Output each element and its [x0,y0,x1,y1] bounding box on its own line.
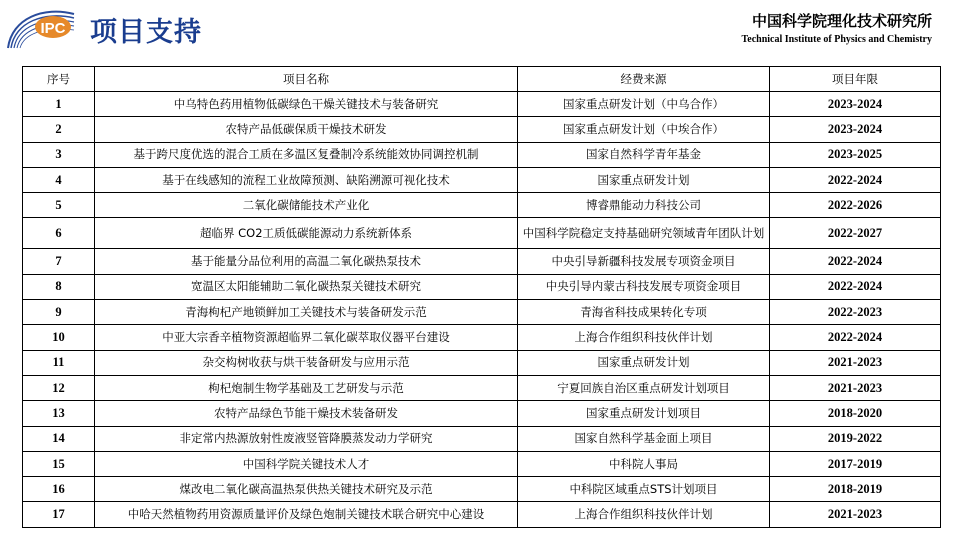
row-funding-source: 国家自然科学青年基金 [518,142,770,167]
row-years: 2022-2026 [770,193,941,218]
table-row [23,142,941,167]
table-row [23,249,941,274]
row-funding-source: 中国科学院稳定支持基础研究领域青年团队计划 [518,218,770,249]
row-index: 16 [23,477,95,502]
row-project-name: 基于能量分品位利用的高温二氧化碳热泵技术 [95,249,518,274]
row-years: 2021-2023 [770,502,941,527]
table-row [23,193,941,218]
table-row [23,325,941,350]
row-funding-source: 中科院区域重点STS计划项目 [518,477,770,502]
row-funding-source: 中央引导新疆科技发展专项资金项目 [518,249,770,274]
row-project-name: 中国科学院关键技术人才 [95,451,518,476]
row-years: 2019-2022 [770,426,941,451]
slide-header [0,0,960,62]
row-project-name: 基于跨尺度优选的混合工质在多温区复叠制冷系统能效协同调控机制 [95,142,518,167]
table-row [23,350,941,375]
table-row [23,117,941,142]
table-row [23,274,941,299]
row-funding-source: 中科院人事局 [518,451,770,476]
logo-text: IPC [40,20,66,37]
row-index: 12 [23,375,95,400]
row-years: 2022-2024 [770,249,941,274]
table-row [23,300,941,325]
row-project-name: 枸杞炮制生物学基础及工艺研发与示范 [95,375,518,400]
row-years: 2022-2023 [770,300,941,325]
row-project-name: 超临界 CO2工质低碳能源动力系统新体系 [95,218,518,249]
table-row [23,92,941,117]
table-row [23,218,941,249]
row-project-name: 中亚大宗香辛植物资源超临界二氧化碳萃取仪器平台建设 [95,325,518,350]
row-funding-source: 宁夏回族自治区重点研发计划项目 [518,375,770,400]
row-years: 2022-2024 [770,325,941,350]
row-funding-source: 国家重点研发计划（中埃合作） [518,117,770,142]
org-name-cn: 中国科学院理化技术研究所 [751,12,932,30]
row-funding-source: 国家重点研发计划 [518,350,770,375]
row-index: 10 [23,325,95,350]
row-index: 8 [23,274,95,299]
row-funding-source: 中央引导内蒙古科技发展专项资金项目 [518,274,770,299]
row-index: 3 [23,142,95,167]
column-header-name: 项目名称 [95,67,518,92]
project-table [22,66,941,528]
row-years: 2022-2024 [770,274,941,299]
table-row [23,502,941,527]
table-row [23,167,941,192]
table-row [23,477,941,502]
row-index: 15 [23,451,95,476]
row-index: 11 [23,350,95,375]
row-project-name: 煤改电二氧化碳高温热泵供热关键技术研究及示范 [95,477,518,502]
row-project-name: 农特产品绿色节能干燥技术装备研发 [95,401,518,426]
table-row [23,401,941,426]
row-index: 9 [23,300,95,325]
row-years: 2017-2019 [770,451,941,476]
row-project-name: 基于在线感知的流程工业故障预测、缺陷溯源可视化技术 [95,167,518,192]
table-row [23,375,941,400]
row-index: 5 [23,193,95,218]
row-index: 2 [23,117,95,142]
table-row [23,451,941,476]
row-project-name: 青海枸杞产地锁鲜加工关键技术与装备研发示范 [95,300,518,325]
table-header-row [23,67,941,92]
row-years: 2023-2025 [770,142,941,167]
column-header-source: 经费来源 [518,67,770,92]
row-funding-source: 国家重点研发计划（中乌合作） [518,92,770,117]
row-project-name: 中乌特色药用植物低碳绿色干燥关键技术与装备研究 [95,92,518,117]
page-title: 项目支持 [90,17,202,48]
row-years: 2018-2019 [770,477,941,502]
row-index: 13 [23,401,95,426]
row-funding-source: 国家重点研发计划项目 [518,401,770,426]
row-index: 6 [23,218,95,249]
row-funding-source: 上海合作组织科技伙伴计划 [518,502,770,527]
row-project-name: 二氧化碳储能技术产业化 [95,193,518,218]
org-name-en: Technical Institute of Physics and Chemistry [741,34,932,45]
row-years: 2023-2024 [770,92,941,117]
row-project-name: 宽温区太阳能辅助二氧化碳热泵关键技术研究 [95,274,518,299]
row-years: 2022-2024 [770,167,941,192]
row-funding-source: 青海省科技成果转化专项 [518,300,770,325]
row-index: 14 [23,426,95,451]
row-years: 2018-2020 [770,401,941,426]
row-project-name: 非定常内热源放射性废液竖管降膜蒸发动力学研究 [95,426,518,451]
row-funding-source: 国家重点研发计划 [518,167,770,192]
column-header-index: 序号 [23,67,95,92]
row-funding-source: 博睿鼎能动力科技公司 [518,193,770,218]
table-body [23,92,941,528]
column-header-years: 项目年限 [770,67,941,92]
row-project-name: 杂交构树收获与烘干装备研发与应用示范 [95,350,518,375]
row-funding-source: 上海合作组织科技伙伴计划 [518,325,770,350]
row-funding-source: 国家自然科学基金面上项目 [518,426,770,451]
row-project-name: 中哈天然植物药用资源质量评价及绿色炮制关键技术联合研究中心建设 [95,502,518,527]
row-index: 4 [23,167,95,192]
project-table-container [22,66,940,528]
row-index: 7 [23,249,95,274]
row-years: 2021-2023 [770,350,941,375]
table-row [23,426,941,451]
row-years: 2022-2027 [770,218,941,249]
row-years: 2021-2023 [770,375,941,400]
row-project-name: 农特产品低碳保质干燥技术研发 [95,117,518,142]
row-index: 17 [23,502,95,527]
row-index: 1 [23,92,95,117]
ipc-logo [4,4,76,52]
row-years: 2023-2024 [770,117,941,142]
